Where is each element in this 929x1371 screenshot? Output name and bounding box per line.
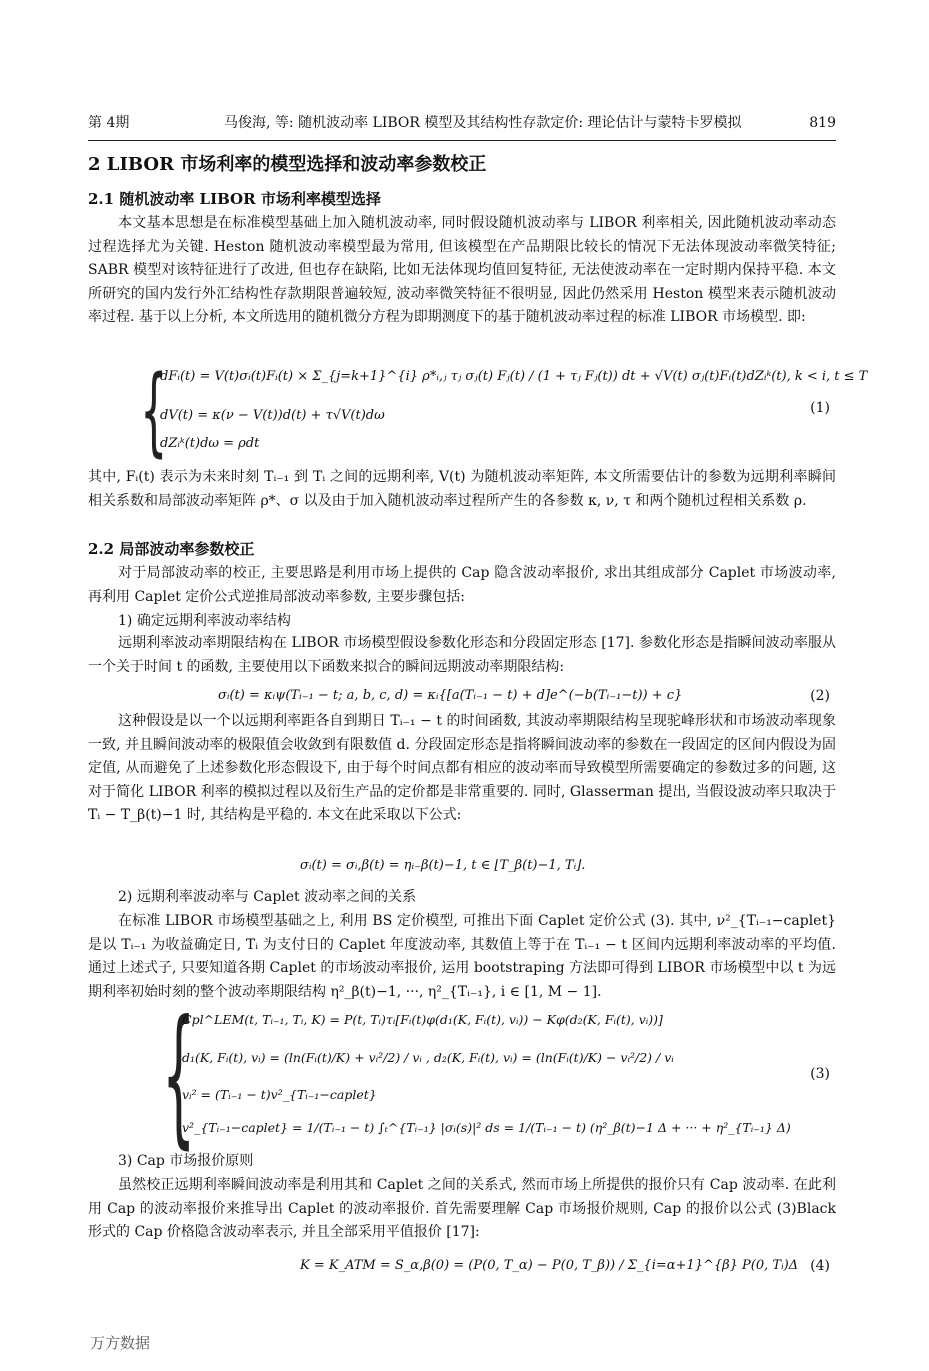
equation-3-line-1: Cpl^LEM(t, Tᵢ₋₁, Tᵢ, K) = P(t, Tᵢ)τᵢ[Fᵢ(t)φ(d₁(K, Fᵢ(t), vᵢ)) − Kφ(d₂(K, Fᵢ(t), vᵢ))] — [182, 1012, 663, 1027]
equation-4-body: K = K_ATM = S_α,β(0) = (P(0, T_α) − P(0, T_β)) / Σ_{i=α+1}^{β} P(0, Tᵢ)Δ — [300, 1258, 799, 1273]
page-number: 819 — [809, 115, 836, 131]
header-rule — [88, 140, 836, 141]
s22-paragraph-2: 远期利率波动率期限结构在 LIBOR 市场模型假设参数化形态和分段固定形态 [17]. 参数化形态是指瞬间波动率服从一个关于时间 t 的函数, 主要使用以下函数来拟合的瞬间远期波动率期限结构: — [88, 635, 836, 675]
equation-unnumbered — [88, 854, 836, 878]
equation-1-line-2: dV(t) = κ(ν − V(t))d(t) + τ√V(t)dω — [160, 408, 385, 423]
s22-paragraph-5: 虽然校正远期利率瞬间波动率是利用其和 Caplet 之间的关系式, 然而市场上所提供的报价只有 Cap 波动率. 在此利用 Cap 的波动率报价来推导出 Caplet 的波动率报价. 首先需要理解 Cap 市场报价规则, Cap 的报价以公式 (3)Black 形式的 Cap 价格隐含波动率表示, 并且全部采用平值报价 [17]: — [88, 1177, 836, 1241]
equation-4 — [88, 1246, 836, 1286]
equation-3-line-2: d₁(K, Fᵢ(t), vᵢ) = (ln(Fᵢ(t)/K) + vᵢ²/2) / vᵢ , d₂(K, Fᵢ(t), vᵢ) = (ln(Fᵢ(t)/K) − vᵢ²/2) / vᵢ — [182, 1050, 674, 1065]
equation-4-number: (4) — [810, 1258, 830, 1274]
step-1-label: 1) 确定远期利率波动率结构 — [118, 613, 291, 629]
running-header — [88, 110, 836, 136]
equation-3-line-3: vᵢ² = (Tᵢ₋₁ − t)v²_{Tᵢ₋₁−caplet} — [182, 1087, 377, 1102]
section-2-2-title: 2.2 局部波动率参数校正 — [88, 540, 255, 558]
equation-1-line-3: dZᵢᵏ(t)dω = ρdt — [160, 436, 260, 451]
step-3-label: 3) Cap 市场报价原则 — [118, 1153, 254, 1169]
equation-1-number: (1) — [810, 400, 830, 416]
running-title: 马俊海, 等: 随机波动率 LIBOR 模型及其结构性存款定价: 理论估计与蒙特卡罗模拟 — [224, 115, 742, 131]
issue-label: 第 4期 — [88, 115, 130, 131]
s21-paragraph-1: 本文基本思想是在标准模型基础上加入随机波动率, 同时假设随机波动率与 LIBOR 利率相关, 因此随机波动率动态过程选择尤为关键. Heston 随机波动率模型最为常用, 但该模型在产品期限比较长的情况下无法体现波动率微笑特征; SABR 模型对该特征进行了改进, 但也存在缺陷, 比如无法体现均值回复特征, 无法使波动率在一定时期内保持平稳. 本文所研究的国内发行外汇结构性存款期限普遍较短, 波动率微笑特征不很明显, 因此仍然采用 Heston 模型来表示随机波动率过程. 基于以上分析, 本文所选用的随机微分方程为即期测度下的基于随机波动率过程的标准 LIBOR 市场模型. 即: — [88, 215, 836, 326]
s21-paragraph-2: 其中, Fᵢ(t) 表示为未来时刻 Tᵢ₋₁ 到 Tᵢ 之间的远期利率, V(t) 为随机波动率矩阵, 本文所需要估计的参数为远期利率瞬间相关系数和局部波动率矩阵 ρ*、σ 以及由于加入随机波动率过程所产生的各参数 κ, ν, τ 和两个随机过程相关系数 ρ. — [88, 469, 836, 509]
equation-1 — [88, 355, 868, 467]
section-2-1-title: 2.1 随机波动率 LIBOR 市场利率模型选择 — [88, 190, 381, 208]
s22-paragraph-1: 对于局部波动率的校正, 主要思路是利用市场上提供的 Cap 隐含波动率报价, 求出其组成部分 Caplet 市场波动率, 再利用 Caplet 定价公式逆推局部波动率参数, 主要步骤包括: — [88, 565, 836, 605]
watermark-footer: 万方数据 — [90, 1334, 151, 1352]
step-2-label: 2) 远期利率波动率与 Caplet 波动率之间的关系 — [118, 889, 417, 905]
equation-3-line-4: v²_{Tᵢ₋₁−caplet} = 1/(Tᵢ₋₁ − t) ∫ₜ^{Tᵢ₋₁} |σᵢ(s)|² ds = 1/(Tᵢ₋₁ − t) (η²_β(t)−1 Δ + ··· + η²_{Tᵢ₋₁} Δ) — [182, 1120, 791, 1135]
equation-3-number: (3) — [810, 1066, 830, 1082]
equation-2-body: σᵢ(t) = κᵢψ(Tᵢ₋₁ − t; a, b, c, d) = κᵢ{[a(Tᵢ₋₁ − t) + d]e^(−b(Tᵢ₋₁−t)) + c} — [218, 688, 683, 703]
equation-2-number: (2) — [810, 688, 830, 704]
equation-1-brace: { — [140, 355, 168, 467]
equation-3-brace: { — [162, 989, 196, 1163]
section-2-title: 2 LIBOR 市场利率的模型选择和波动率参数校正 — [88, 154, 487, 175]
s22-paragraph-3: 这种假设是以一个以远期利率距各自到期日 Tᵢ₋₁ − t 的时间函数, 其波动率期限结构呈现驼峰形状和市场波动率现象一致, 并且瞬间波动率的极限值会收敛到有限数值 d. 分段固定形态是指将瞬间波动率的参数在一段固定的区间内假设为固定值, 从而避免了上述参数化形态假设下, 由于每个时间点都有相应的波动率而导致模型所需要确定的参数过多的问题, 这对于简化 LIBOR 利率的模拟过程以及衍生产品的定价都是非常重要的. 同时, Glasserman 提出, 当假设波动率只取决于 Tᵢ − T_β(t)−1 时, 其结构是平稳的. 本文在此采取以下公式: — [88, 713, 836, 824]
s22-paragraph-4: 在标准 LIBOR 市场模型基础之上, 利用 BS 定价模型, 可推出下面 Caplet 定价公式 (3). 其中, ν²_{Tᵢ₋₁−caplet} 是以 Tᵢ₋₁ 为收益确定日, Tᵢ 为支付日的 Caplet 年度波动率, 其数值上等于在 Tᵢ₋₁ − t 区间内远期利率波动率的平均值. 通过上述式子, 只要知道各期 Caplet 的市场波动率报价, 运用 bootstraping 方法即可得到 LIBOR 市场模型中以 t 为远期利率初始时刻的整个波动率期限结构 η²_β(t)−1, ···, η²_{Tᵢ₋₁}, i ∈ [1, M − 1]. — [88, 913, 836, 1000]
equation-1-line-1: dFᵢ(t) = V(t)σᵢ(t)Fᵢ(t) × Σ_{j=k+1}^{i} ρ*ᵢ,ⱼ τⱼ σⱼ(t) Fⱼ(t) / (1 + τⱼ Fⱼ(t)) dt + √V(t) σⱼ(t)Fᵢ(t)dZᵢᵏ(t), k < i, t ≤ T — [160, 369, 868, 384]
equation-unnumbered-body: σᵢ(t) = σᵢ,β(t) = ηᵢ₋β(t)−1, t ∈ ⌊T_β(t)−1, Tᵢ⌋. — [300, 858, 586, 873]
equation-2 — [88, 684, 836, 708]
